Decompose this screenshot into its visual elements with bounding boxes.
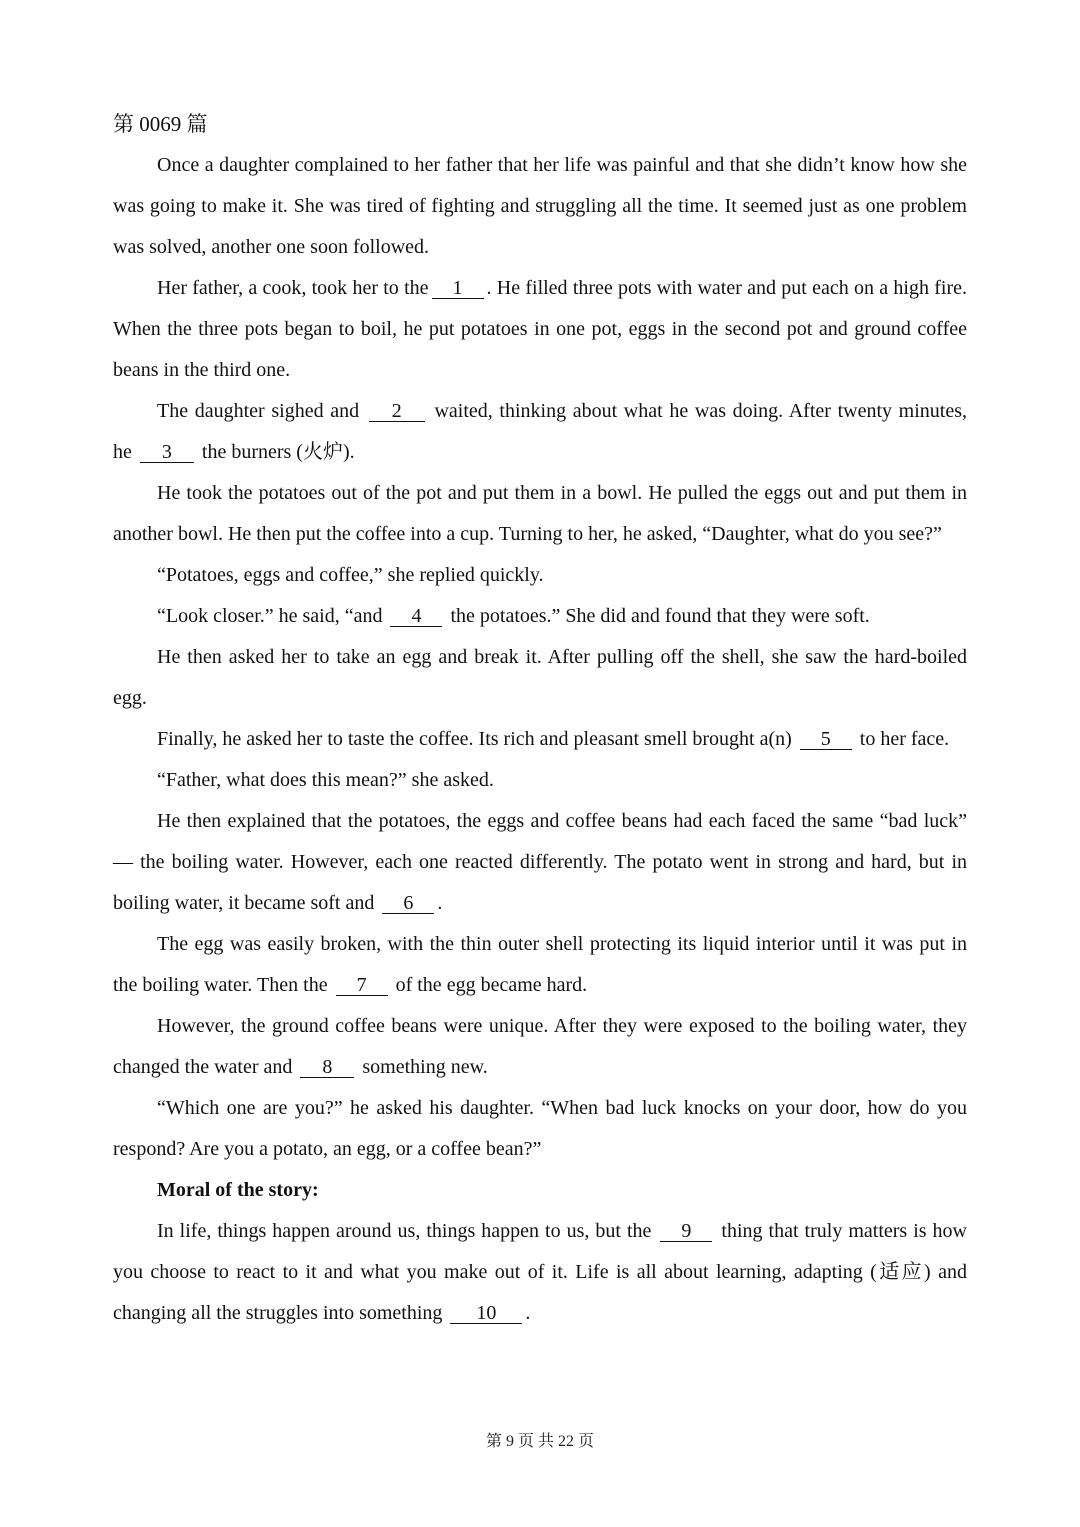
paragraph-text: to her face.: [859, 728, 950, 750]
paragraph-7: He then asked her to take an egg and break it. After pulling off the shell, she saw the hard-boiled egg.: [113, 646, 967, 709]
paragraph-2: [113, 268, 967, 391]
paragraph-8: [113, 719, 967, 760]
paragraph-11: [113, 924, 967, 1006]
paragraph-5: “Potatoes, eggs and coffee,” she replied quickly.: [157, 564, 544, 586]
blank-10: 10: [450, 1303, 522, 1324]
blank-8: 8: [300, 1057, 354, 1078]
paragraph-text: . He filled three pots with water and put each on a high fire. When the three pots began to boil, he put potatoes in one pot, eggs in the second pot and ground coffee beans in the third one.: [113, 277, 967, 381]
blank-4: 4: [390, 606, 442, 627]
paragraph-text: .: [525, 1302, 531, 1324]
page-footer: 第 9 页 共 22 页: [485, 1433, 594, 1450]
paragraph-text: He then explained that the potatoes, the eggs and coffee beans had each faced the same “bad luck” — the boiling water. However, each one reacted differently. The potato went in strong and hard, but in boiling water, it became soft and: [113, 810, 967, 914]
paragraph-text: The daughter sighed and: [157, 400, 360, 422]
blank-1: 1: [432, 278, 484, 299]
paragraph-1: Once a daughter complained to her father that her life was painful and that she didn’t know how she was going to make it. She was tired of fighting and struggling all the time. It seemed just as one problem was solved, another one soon followed.: [113, 154, 967, 258]
paragraph-12: [113, 1006, 967, 1088]
paragraph-6: [113, 596, 967, 637]
paragraph-9: “Father, what does this mean?” she asked.: [157, 769, 494, 791]
blank-2: 2: [369, 401, 425, 422]
paragraph-text: of the egg became hard.: [395, 974, 588, 996]
paragraph-text: In life, things happen around us, things happen to us, but the: [157, 1220, 652, 1242]
document-page: [113, 104, 967, 1334]
paragraph-text: Finally, he asked her to taste the coffee. Its rich and pleasant smell brought a(n): [157, 728, 792, 750]
paragraph-text: The egg was easily broken, with the thin outer shell protecting its liquid interior until it was put in the boiling water. Then the: [113, 933, 967, 996]
paragraph-text: the potatoes.” She did and found that they were soft.: [450, 605, 870, 627]
blank-7: 7: [336, 975, 388, 996]
blank-3: 3: [140, 442, 194, 463]
blank-6: 6: [382, 893, 434, 914]
paragraph-text: thing that truly matters is how you choose to react to it and what you make out of it. Life is all about learning, adapting (适应) and changing all the struggles into something: [113, 1220, 968, 1324]
paragraph-text: .: [437, 892, 443, 914]
paragraph-text: waited, thinking about what he was doing. After twenty minutes, he: [113, 400, 967, 463]
paragraph-13: “Which one are you?” he asked his daughter. “When bad luck knocks on your door, how do you respond? Are you a potato, an egg, or a coffee bean?”: [113, 1097, 967, 1160]
blank-5: 5: [800, 729, 852, 750]
blank-9: 9: [660, 1221, 712, 1242]
moral-heading: Moral of the story:: [157, 1179, 319, 1201]
paragraph-text: However, the ground coffee beans were unique. After they were exposed to the boiling water, they changed the water and: [113, 1015, 967, 1078]
paragraph-10: [113, 801, 967, 924]
paragraph-3: [113, 391, 967, 473]
paragraph-moral: [113, 1211, 967, 1334]
paragraph-text: the burners (火炉).: [201, 441, 355, 463]
paragraph-text: “Look closer.” he said, “and: [157, 605, 383, 627]
paragraph-text: something new.: [362, 1056, 488, 1078]
paragraph-text: Her father, a cook, took her to the: [157, 277, 429, 299]
paragraph-4: He took the potatoes out of the pot and put them in a bowl. He pulled the eggs out and put them in another bowl. He then put the coffee into a cup. Turning to her, he asked, “Daughter, what do you see?”: [113, 482, 967, 545]
article-number-heading: 第 0069 篇: [113, 112, 208, 136]
